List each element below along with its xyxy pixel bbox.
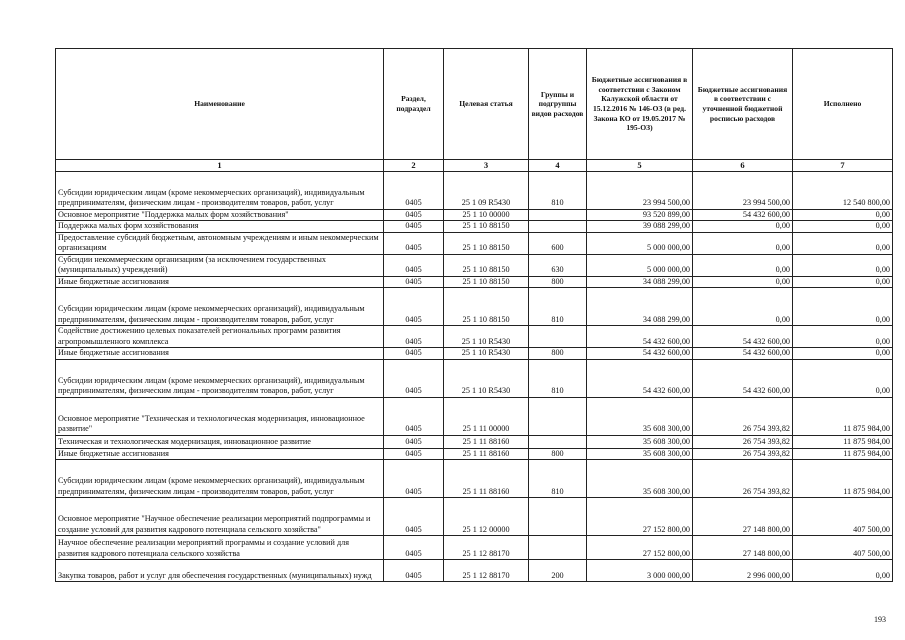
- row-executed: 11 875 984,00: [793, 435, 893, 448]
- row-group: 800: [529, 448, 587, 460]
- table-row: [56, 276, 893, 288]
- table-row: [56, 397, 893, 435]
- col-number: 6: [693, 160, 793, 172]
- row-budget-law: 35 608 300,00: [587, 397, 693, 435]
- row-budget-law: 35 608 300,00: [587, 435, 693, 448]
- row-executed: 11 875 984,00: [793, 460, 893, 498]
- header-executed: Исполнено: [793, 49, 893, 160]
- table-row: [56, 254, 893, 276]
- row-group: 810: [529, 359, 587, 397]
- row-budget-revised: 26 754 393,82: [693, 397, 793, 435]
- row-executed: 0,00: [793, 326, 893, 348]
- row-name: Субсидии юридическим лицам (кроме некоммерческих организаций), индивидуальным предпринимателям, физическим лицам - производителям товаров, работ, услуг: [56, 171, 384, 209]
- row-group: 600: [529, 232, 587, 254]
- header-section: Раздел, подраздел: [384, 49, 444, 160]
- row-budget-revised: 0,00: [693, 288, 793, 326]
- row-executed: 0,00: [793, 221, 893, 233]
- row-group: [529, 397, 587, 435]
- row-executed: 12 540 800,00: [793, 171, 893, 209]
- row-name: Субсидии юридическим лицам (кроме некоммерческих организаций), индивидуальным предпринимателям, физическим лицам - производителям товаров, работ, услуг: [56, 288, 384, 326]
- row-target: 25 1 11 88160: [444, 435, 529, 448]
- row-target: 25 1 11 00000: [444, 397, 529, 435]
- row-executed: 0,00: [793, 288, 893, 326]
- row-section: 0405: [384, 536, 444, 560]
- page-number: 193: [874, 615, 886, 624]
- row-group: [529, 536, 587, 560]
- row-section: 0405: [384, 171, 444, 209]
- row-section: 0405: [384, 460, 444, 498]
- row-name: Субсидии юридическим лицам (кроме некоммерческих организаций), индивидуальным предпринимателям, физическим лицам - производителям товаров, работ, услуг: [56, 359, 384, 397]
- table-row: [56, 288, 893, 326]
- row-executed: 0,00: [793, 276, 893, 288]
- col-number: 1: [56, 160, 384, 172]
- row-budget-revised: 26 754 393,82: [693, 460, 793, 498]
- row-target: 25 1 12 88170: [444, 536, 529, 560]
- row-budget-law: 54 432 600,00: [587, 359, 693, 397]
- row-name: Основное мероприятие "Научное обеспечение реализации мероприятий подпрограммы и создание условий для развития кадрового потенциала сельского хозяйства": [56, 498, 384, 536]
- table-body: [56, 171, 893, 582]
- row-executed: 407 500,00: [793, 498, 893, 536]
- row-section: 0405: [384, 348, 444, 360]
- row-budget-law: 54 432 600,00: [587, 348, 693, 360]
- row-executed: 0,00: [793, 348, 893, 360]
- row-section: 0405: [384, 232, 444, 254]
- row-name: Иные бюджетные ассигнования: [56, 448, 384, 460]
- row-name: Иные бюджетные ассигнования: [56, 276, 384, 288]
- row-executed: 0,00: [793, 254, 893, 276]
- row-section: 0405: [384, 448, 444, 460]
- table-row: [56, 498, 893, 536]
- col-number: 2: [384, 160, 444, 172]
- row-group: 200: [529, 560, 587, 582]
- row-executed: 0,00: [793, 209, 893, 221]
- row-group: 810: [529, 288, 587, 326]
- row-budget-revised: 0,00: [693, 276, 793, 288]
- row-target: 25 1 11 88160: [444, 448, 529, 460]
- table-row: [56, 348, 893, 360]
- row-budget-law: 27 152 800,00: [587, 498, 693, 536]
- table-row: [56, 171, 893, 209]
- row-target: 25 1 10 88150: [444, 232, 529, 254]
- budget-table: [55, 48, 893, 582]
- table-row: [56, 536, 893, 560]
- row-name: Научное обеспечение реализации мероприятий программы и создание условий для развития кадрового потенциала сельского хозяйства: [56, 536, 384, 560]
- header-name: Наименование: [56, 49, 384, 160]
- row-budget-revised: 27 148 800,00: [693, 536, 793, 560]
- row-target: 25 1 10 88150: [444, 276, 529, 288]
- row-name: Предоставление субсидий бюджетным, автономным учреждениям и иным некоммерческим организациям: [56, 232, 384, 254]
- col-number: 4: [529, 160, 587, 172]
- row-section: 0405: [384, 288, 444, 326]
- row-section: 0405: [384, 560, 444, 582]
- row-budget-law: 34 088 299,00: [587, 276, 693, 288]
- row-name: Поддержка малых форм хозяйствования: [56, 221, 384, 233]
- row-budget-law: 34 088 299,00: [587, 288, 693, 326]
- header-group: Группы и подгруппы видов расходов: [529, 49, 587, 160]
- table-row: [56, 209, 893, 221]
- header-budget-revised: Бюджетные ассигнования в соответствии с уточненной бюджетной росписью расходов: [693, 49, 793, 160]
- column-number-row: [56, 160, 893, 172]
- table-row: [56, 460, 893, 498]
- row-budget-revised: 2 996 000,00: [693, 560, 793, 582]
- row-group: 810: [529, 460, 587, 498]
- row-name: Техническая и технологическая модернизация, инновационное развитие: [56, 435, 384, 448]
- row-budget-law: 35 608 300,00: [587, 448, 693, 460]
- row-group: [529, 326, 587, 348]
- table-row: [56, 435, 893, 448]
- row-target: 25 1 10 00000: [444, 209, 529, 221]
- row-budget-law: 93 520 899,00: [587, 209, 693, 221]
- row-group: 810: [529, 171, 587, 209]
- row-target: 25 1 12 00000: [444, 498, 529, 536]
- row-target: 25 1 10 88150: [444, 221, 529, 233]
- row-executed: 11 875 984,00: [793, 448, 893, 460]
- row-target: 25 1 10 R5430: [444, 326, 529, 348]
- row-name: Содействие достижению целевых показателей региональных программ развития агропромышленного комплекса: [56, 326, 384, 348]
- row-budget-law: 27 152 800,00: [587, 536, 693, 560]
- row-budget-law: 23 994 500,00: [587, 171, 693, 209]
- row-group: 800: [529, 276, 587, 288]
- row-section: 0405: [384, 435, 444, 448]
- row-group: [529, 209, 587, 221]
- row-name: Основное мероприятие "Поддержка малых форм хозяйствования": [56, 209, 384, 221]
- row-budget-law: 35 608 300,00: [587, 460, 693, 498]
- row-name: Субсидии некоммерческим организациям (за исключением государственных (муниципальных) учреждений): [56, 254, 384, 276]
- table-row: [56, 232, 893, 254]
- row-name: Основное мероприятие "Техническая и технологическая модернизация, инновационное развитие": [56, 397, 384, 435]
- row-budget-revised: 54 432 600,00: [693, 348, 793, 360]
- row-section: 0405: [384, 326, 444, 348]
- row-target: 25 1 10 R5430: [444, 359, 529, 397]
- row-budget-revised: 26 754 393,82: [693, 448, 793, 460]
- table-row: [56, 448, 893, 460]
- table-row: [56, 221, 893, 233]
- row-group: [529, 498, 587, 536]
- row-executed: 0,00: [793, 560, 893, 582]
- row-name: Закупка товаров, работ и услуг для обеспечения государственных (муниципальных) нужд: [56, 560, 384, 582]
- row-budget-revised: 26 754 393,82: [693, 435, 793, 448]
- row-budget-revised: 0,00: [693, 221, 793, 233]
- row-target: 25 1 09 R5430: [444, 171, 529, 209]
- row-group: [529, 221, 587, 233]
- row-executed: 407 500,00: [793, 536, 893, 560]
- row-section: 0405: [384, 397, 444, 435]
- row-group: [529, 435, 587, 448]
- header-budget-law: Бюджетные ассигнования в соответствии с Законом Калужской области от 15.12.2016 № 146-ОЗ (в ред. Закона КО от 19.05.2017 № 195-ОЗ): [587, 49, 693, 160]
- row-target: 25 1 10 R5430: [444, 348, 529, 360]
- header-target: Целевая статья: [444, 49, 529, 160]
- row-budget-law: 5 000 000,00: [587, 232, 693, 254]
- table-row: [56, 326, 893, 348]
- table-row: [56, 560, 893, 582]
- col-number: 5: [587, 160, 693, 172]
- row-target: 25 1 11 88160: [444, 460, 529, 498]
- col-number: 3: [444, 160, 529, 172]
- row-section: 0405: [384, 209, 444, 221]
- row-name: Субсидии юридическим лицам (кроме некоммерческих организаций), индивидуальным предпринимателям, физическим лицам - производителям товаров, работ, услуг: [56, 460, 384, 498]
- row-section: 0405: [384, 359, 444, 397]
- row-budget-revised: 0,00: [693, 254, 793, 276]
- row-budget-revised: 54 432 600,00: [693, 209, 793, 221]
- row-budget-revised: 27 148 800,00: [693, 498, 793, 536]
- col-number: 7: [793, 160, 893, 172]
- row-target: 25 1 10 88150: [444, 288, 529, 326]
- row-executed: 0,00: [793, 359, 893, 397]
- row-budget-revised: 0,00: [693, 232, 793, 254]
- table-row: [56, 359, 893, 397]
- row-executed: 11 875 984,00: [793, 397, 893, 435]
- row-section: 0405: [384, 498, 444, 536]
- row-target: 25 1 12 88170: [444, 560, 529, 582]
- row-budget-law: 54 432 600,00: [587, 326, 693, 348]
- row-budget-law: 39 088 299,00: [587, 221, 693, 233]
- row-budget-law: 5 000 000,00: [587, 254, 693, 276]
- row-budget-law: 3 000 000,00: [587, 560, 693, 582]
- row-group: 800: [529, 348, 587, 360]
- row-section: 0405: [384, 221, 444, 233]
- row-section: 0405: [384, 276, 444, 288]
- row-executed: 0,00: [793, 232, 893, 254]
- row-budget-revised: 54 432 600,00: [693, 359, 793, 397]
- row-section: 0405: [384, 254, 444, 276]
- row-budget-revised: 23 994 500,00: [693, 171, 793, 209]
- row-target: 25 1 10 88150: [444, 254, 529, 276]
- row-budget-revised: 54 432 600,00: [693, 326, 793, 348]
- row-group: 630: [529, 254, 587, 276]
- row-name: Иные бюджетные ассигнования: [56, 348, 384, 360]
